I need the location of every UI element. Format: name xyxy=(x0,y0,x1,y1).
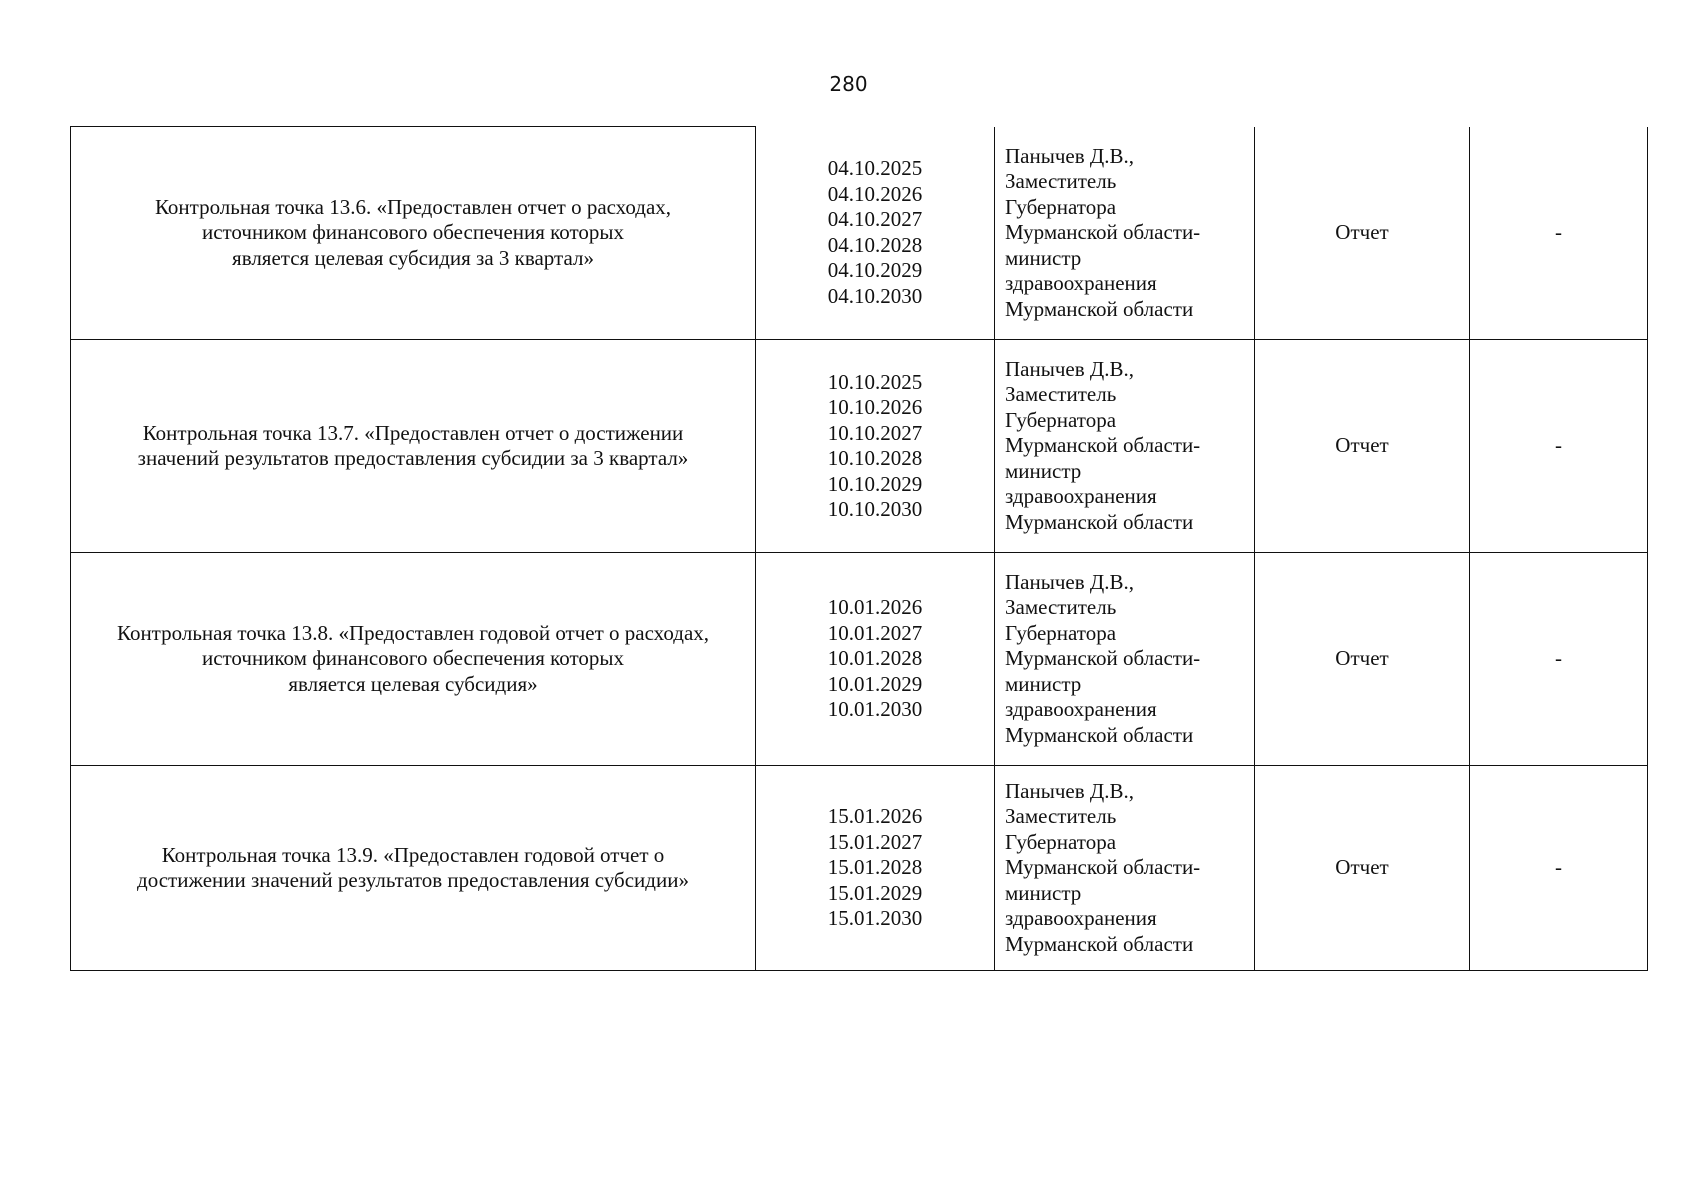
document-type-cell: Отчет xyxy=(1255,766,1470,971)
deadline-date: 04.10.2026 xyxy=(827,181,923,206)
responsible-person-line: министр xyxy=(1005,880,1082,905)
deadline-date: 15.01.2026 xyxy=(827,804,923,829)
deadline-dates-cell xyxy=(756,553,995,766)
table-row xyxy=(71,766,1648,971)
document-type-cell: Отчет xyxy=(1255,553,1470,766)
responsible-person-line: министр xyxy=(1005,671,1082,696)
deadline-date: 10.01.2027 xyxy=(827,620,923,645)
responsible-person-line: Мурманской области xyxy=(1005,931,1194,956)
table-row xyxy=(71,553,1648,766)
responsible-person-line: Заместитель xyxy=(1005,595,1117,620)
deadline-date: 04.10.2029 xyxy=(827,258,923,283)
deadline-date: 10.10.2030 xyxy=(827,497,923,521)
control-point-name-cell xyxy=(71,553,756,766)
responsible-person-line: здравоохранения xyxy=(1005,697,1157,722)
responsible-person-cell xyxy=(995,340,1255,553)
table-row xyxy=(71,340,1648,553)
deadline-date: 10.01.2028 xyxy=(827,646,923,671)
control-point-name: Контрольная точка 13.9. «Предоставлен годовой отчет о достижении значений результатов предоставления субсидии» xyxy=(137,842,689,892)
page-number: 280 xyxy=(829,72,868,96)
responsible-person-cell xyxy=(995,127,1255,340)
responsible-person-line: Мурманской области- xyxy=(1005,855,1201,880)
deadline-date: 04.10.2030 xyxy=(827,283,923,308)
control-point-name-cell xyxy=(71,766,756,971)
control-point-name: Контрольная точка 13.6. «Предоставлен отчет о расходах, источником финансового обеспечения которых является целевая субсидия за 3 квартал» xyxy=(154,194,672,270)
deadline-date: 15.01.2030 xyxy=(827,906,923,931)
note-cell: - xyxy=(1470,553,1648,766)
deadline-date: 15.01.2028 xyxy=(827,855,923,880)
table-body xyxy=(71,127,1648,971)
deadline-date: 04.10.2025 xyxy=(827,156,923,181)
responsible-person-line: Мурманской области xyxy=(1005,509,1194,534)
document-type-cell: Отчет xyxy=(1255,340,1470,553)
responsible-person-line: Панычев Д.В., xyxy=(1005,356,1134,381)
responsible-person-line: Панычев Д.В., xyxy=(1005,569,1134,594)
responsible-person-line: Губернатора xyxy=(1005,407,1117,432)
control-point-name: Контрольная точка 13.8. «Предоставлен годовой отчет о расходах, источником финансового обеспечения которых является целевая субсидия» xyxy=(116,620,710,696)
deadline-dates-cell xyxy=(756,127,995,340)
responsible-person-line: Губернатора xyxy=(1005,194,1117,219)
deadline-date: 10.10.2026 xyxy=(827,395,923,419)
note-cell: - xyxy=(1470,340,1648,553)
responsible-person-cell xyxy=(995,766,1255,971)
responsible-person-line: Губернатора xyxy=(1005,620,1117,645)
control-points-table xyxy=(70,126,1648,971)
deadline-date: 04.10.2027 xyxy=(827,207,923,232)
deadline-date: 15.01.2027 xyxy=(827,829,923,854)
responsible-person-line: здравоохранения xyxy=(1005,484,1157,509)
deadline-date: 04.10.2028 xyxy=(827,232,923,257)
table-row xyxy=(71,127,1648,340)
responsible-person-line: Мурманской области xyxy=(1005,722,1194,747)
responsible-person-line: Губернатора xyxy=(1005,829,1117,854)
deadline-dates-cell xyxy=(756,766,995,971)
responsible-person-line: Панычев Д.В., xyxy=(1005,143,1134,168)
responsible-person-line: Заместитель xyxy=(1005,382,1117,407)
responsible-person-line: министр xyxy=(1005,245,1082,270)
note-cell: - xyxy=(1470,127,1648,340)
responsible-person-line: Мурманской области- xyxy=(1005,646,1201,671)
deadline-date: 10.01.2030 xyxy=(827,697,923,722)
deadline-date: 15.01.2029 xyxy=(827,880,923,905)
note-cell: - xyxy=(1470,766,1648,971)
deadline-date: 10.01.2026 xyxy=(827,595,923,620)
responsible-person-line: Панычев Д.В., xyxy=(1005,778,1134,803)
responsible-person-cell xyxy=(995,553,1255,766)
deadline-date: 10.10.2029 xyxy=(827,471,923,496)
responsible-person-line: министр xyxy=(1005,458,1082,483)
deadline-date: 10.10.2027 xyxy=(827,420,923,445)
control-point-name-cell xyxy=(71,127,756,340)
responsible-person-line: Мурманской области xyxy=(1005,296,1194,321)
deadline-date: 10.10.2028 xyxy=(827,446,923,470)
responsible-person-line: Заместитель xyxy=(1005,169,1117,193)
deadline-date: 10.01.2029 xyxy=(827,671,923,696)
responsible-person-line: Мурманской области- xyxy=(1005,220,1201,244)
responsible-person-line: Заместитель xyxy=(1005,804,1117,829)
responsible-person-line: здравоохранения xyxy=(1005,906,1157,931)
control-point-name-cell xyxy=(71,340,756,553)
responsible-person-line: здравоохранения xyxy=(1005,271,1157,295)
deadline-date: 10.10.2025 xyxy=(827,369,923,394)
document-type-cell: Отчет xyxy=(1255,127,1470,340)
control-point-name: Контрольная точка 13.7. «Предоставлен отчет о достижении значений результатов предоставления субсидии за 3 квартал» xyxy=(137,420,689,470)
deadline-dates-cell xyxy=(756,340,995,553)
responsible-person-line: Мурманской области- xyxy=(1005,433,1201,458)
